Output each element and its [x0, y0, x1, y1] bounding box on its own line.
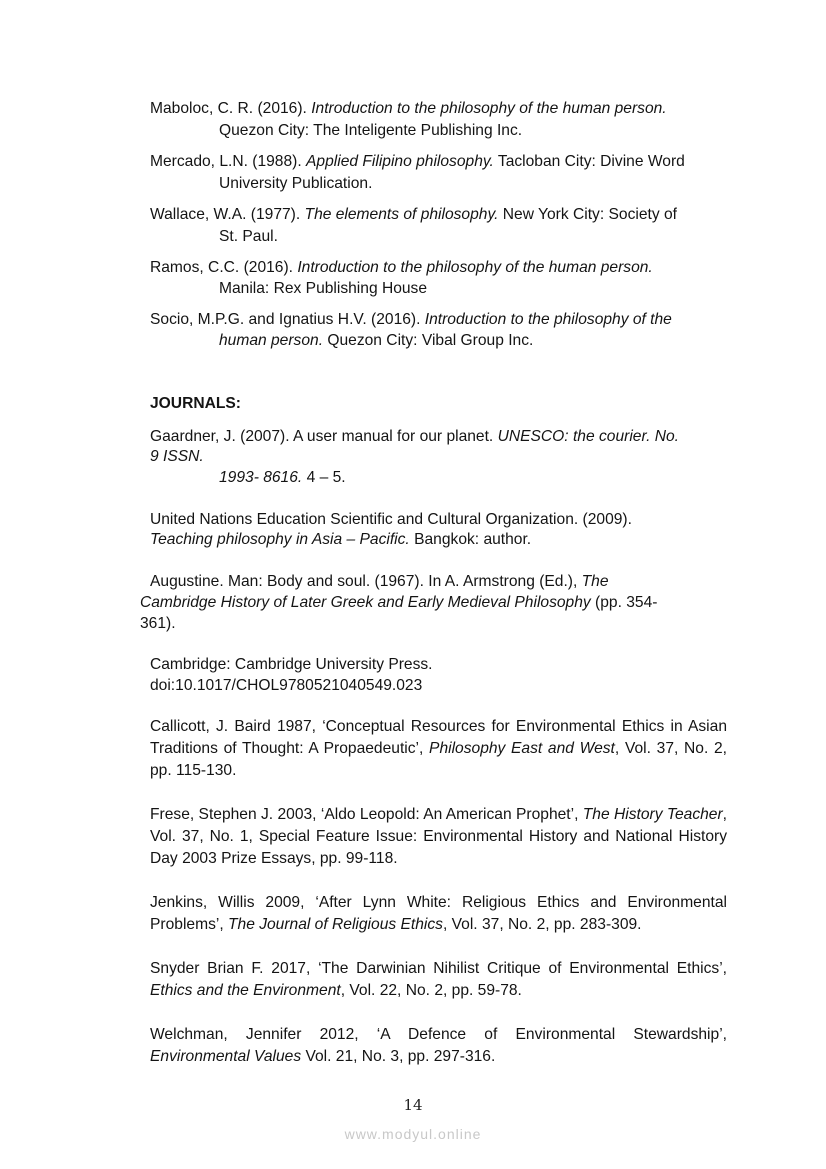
reference-augustine-line2 [140, 593, 657, 613]
reference-socio [150, 310, 672, 330]
reference-jenkins [150, 892, 727, 936]
watermark: www.modyul.online [344, 1126, 482, 1142]
ref-pages: 4 – 5. [302, 469, 346, 486]
ref-details: , Vol. 37, No. 1, Special Feature Issue: Environmental History and National History Day 2003 Prize Essays, pp. 99-118. [150, 806, 727, 867]
reference-maboloc-cont [219, 121, 522, 141]
reference-maboloc [150, 99, 667, 119]
ref-publisher: Bangkok: author. [409, 531, 532, 548]
ref-author: Maboloc, C. R. (2016). [150, 100, 312, 117]
ref-title: Applied Filipino philosophy. [306, 153, 494, 170]
ref-journal: Philosophy East and West [429, 740, 615, 757]
ref-journal: Ethics and the Environment [150, 982, 341, 999]
ref-details: , Vol. 37, No. 2, pp. 115-130. [150, 740, 728, 779]
reference-ramos-cont [219, 279, 427, 299]
ref-cont: Quezon City: Vibal Group Inc. [323, 332, 534, 349]
ref-issn: 1993- 8616. [219, 469, 303, 486]
reference-augustine [150, 572, 609, 592]
ref-text: Gaardner, J. (2007). A user manual for our planet. [150, 428, 498, 445]
reference-mercado [150, 152, 685, 172]
ref-publisher: New York City: Society of [498, 206, 677, 223]
page-number: 14 [403, 1096, 423, 1114]
ref-pages: (pp. 354- [590, 594, 658, 611]
ref-publisher: Tacloban City: Divine Word [493, 153, 685, 170]
reference-socio-cont [219, 331, 533, 351]
ref-details: , Vol. 37, No. 2, pp. 283-309. [442, 916, 642, 933]
ref-title-start: The [581, 573, 609, 590]
ref-text: Snyder Brian F. 2017, ‘The Darwinian Nihilist Critique of Environmental Ethics’, [150, 960, 727, 977]
reference-mercado-cont [219, 174, 372, 194]
reference-snyder [150, 958, 727, 1002]
ref-journal: The Journal of Religious Ethics [228, 916, 443, 933]
ref-details: , Vol. 22, No. 2, pp. 59-78. [340, 982, 522, 999]
reference-unesco: United Nations Education Scientific and Cultural Organization. (2009). [150, 511, 632, 528]
ref-title: Cambridge History of Later Greek and Early Medieval Philosophy [140, 594, 591, 611]
ref-title: Introduction to the philosophy of the human person. [297, 259, 653, 276]
ref-cont: University Publication. [219, 175, 373, 192]
ref-text: Augustine. Man: Body and soul. (1967). In A. Armstrong (Ed.), [150, 573, 582, 590]
journals-heading: JOURNALS: [150, 395, 241, 412]
reference-gaardner-line3 [219, 468, 346, 488]
ref-author: Wallace, W.A. (1977). [150, 206, 305, 223]
ref-text: Welchman, Jennifer 2012, ‘A Defence of Environmental Stewardship’, [150, 1026, 727, 1043]
reference-wallace [150, 205, 677, 225]
ref-text: Frese, Stephen J. 2003, ‘Aldo Leopold: An American Prophet’, [150, 806, 583, 823]
ref-details: Vol. 21, No. 3, pp. 297-316. [301, 1048, 496, 1065]
ref-text: Jenkins, Willis 2009, ‘After Lynn White: Religious Ethics and Environmental Problems’, [150, 894, 727, 933]
reference-gaardner [150, 427, 679, 447]
reference-ramos [150, 258, 653, 278]
reference-doi: doi:10.1017/CHOL9780521040549.023 [150, 677, 423, 694]
reference-callicott [150, 716, 727, 782]
ref-text: Callicott, J. Baird 1987, ‘Conceptual Resources for Environmental Ethics in Asian Traditions of Thought: A Propaedeutic’, [150, 718, 727, 757]
ref-title: The elements of philosophy. [304, 206, 499, 223]
reference-gaardner-line2: 9 ISSN. [150, 448, 204, 465]
ref-title: Introduction to the philosophy of the human person. [311, 100, 667, 117]
ref-title: Teaching philosophy in Asia – Pacific. [150, 531, 410, 548]
ref-cont-title: human person. [219, 332, 324, 349]
reference-augustine-line3: 361). [140, 615, 176, 632]
ref-title: Introduction to the philosophy of the [424, 311, 672, 328]
ref-journal: The History Teacher [582, 806, 723, 823]
ref-journal: UNESCO: the courier. No. [497, 428, 680, 445]
ref-author: Socio, M.P.G. and Ignatius H.V. (2016). [150, 311, 425, 328]
ref-cont: Quezon City: The Inteligente Publishing Inc. [219, 122, 523, 139]
ref-journal: Environmental Values [150, 1048, 302, 1065]
ref-cont: St. Paul. [219, 228, 278, 245]
reference-cambridge: Cambridge: Cambridge University Press. [150, 656, 433, 673]
ref-author: Ramos, C.C. (2016). [150, 259, 298, 276]
ref-cont: Manila: Rex Publishing House [219, 280, 428, 297]
reference-welchman [150, 1024, 727, 1068]
ref-author: Mercado, L.N. (1988). [150, 153, 307, 170]
reference-wallace-cont [219, 227, 278, 247]
reference-frese [150, 804, 727, 870]
reference-unesco-line2 [150, 530, 531, 550]
